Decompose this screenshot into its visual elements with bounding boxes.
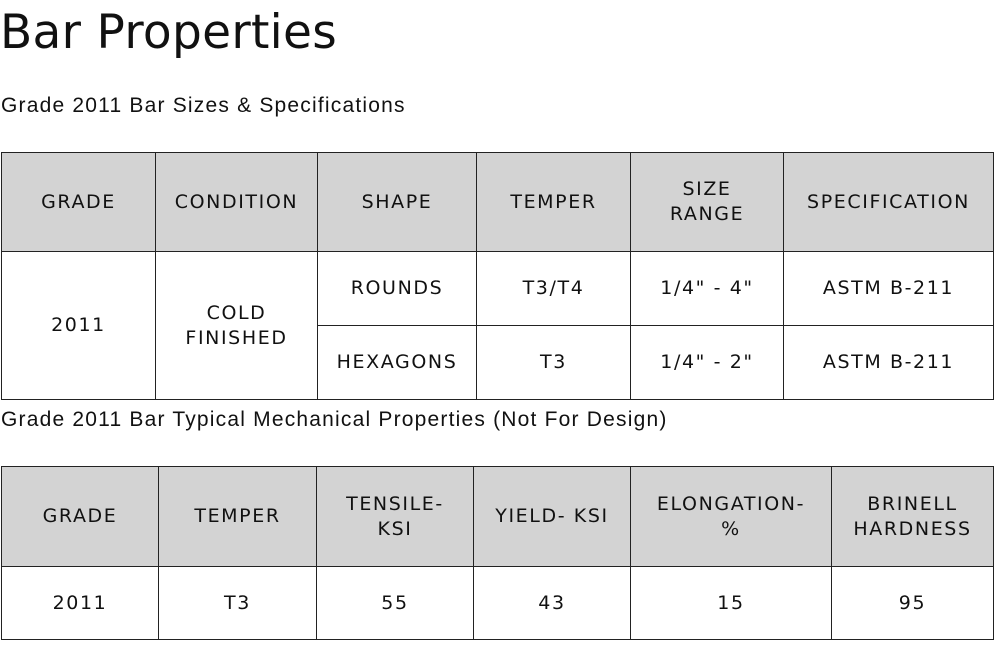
column-header-grade: GRADE bbox=[2, 467, 159, 567]
column-header-grade: GRADE bbox=[2, 153, 156, 252]
specification-cell: ASTM B-211 bbox=[784, 252, 994, 326]
brinell-cell: 95 bbox=[832, 567, 994, 640]
sizes-section-caption: Grade 2011 Bar Sizes & Specifications bbox=[1, 94, 406, 117]
shape-cell: ROUNDS bbox=[318, 252, 477, 326]
page-title: Bar Properties bbox=[0, 5, 338, 60]
grade-cell: 2011 bbox=[2, 252, 156, 400]
column-header-condition: CONDITION bbox=[156, 153, 318, 252]
mechanical-properties-table bbox=[1, 466, 994, 640]
yield-cell: 43 bbox=[474, 567, 631, 640]
column-header-elongation: ELONGATION- % bbox=[631, 467, 832, 567]
table-row bbox=[2, 567, 994, 640]
grade-cell: 2011 bbox=[2, 567, 159, 640]
temper-cell: T3/T4 bbox=[477, 252, 631, 326]
condition-cell: COLD FINISHED bbox=[156, 252, 318, 400]
size-range-cell: 1/4" - 4" bbox=[631, 252, 784, 326]
column-header-brinell: BRINELL HARDNESS bbox=[832, 467, 994, 567]
column-header-shape: SHAPE bbox=[318, 153, 477, 252]
tensile-cell: 55 bbox=[317, 567, 474, 640]
elongation-cell: 15 bbox=[631, 567, 832, 640]
column-header-size-range: SIZE RANGE bbox=[631, 153, 784, 252]
column-header-temper: TEMPER bbox=[477, 153, 631, 252]
properties-section-caption: Grade 2011 Bar Typical Mechanical Properties (Not For Design) bbox=[1, 408, 668, 431]
specification-cell: ASTM B-211 bbox=[784, 326, 994, 400]
temper-cell: T3 bbox=[159, 567, 317, 640]
bar-sizes-table bbox=[1, 152, 994, 400]
table-header-row bbox=[2, 153, 994, 252]
column-header-yield: YIELD- KSI bbox=[474, 467, 631, 567]
column-header-temper: TEMPER bbox=[159, 467, 317, 567]
table-row bbox=[2, 252, 994, 326]
shape-cell: HEXAGONS bbox=[318, 326, 477, 400]
temper-cell: T3 bbox=[477, 326, 631, 400]
column-header-tensile: TENSILE- KSI bbox=[317, 467, 474, 567]
table-header-row bbox=[2, 467, 994, 567]
size-range-cell: 1/4" - 2" bbox=[631, 326, 784, 400]
column-header-specification: SPECIFICATION bbox=[784, 153, 994, 252]
